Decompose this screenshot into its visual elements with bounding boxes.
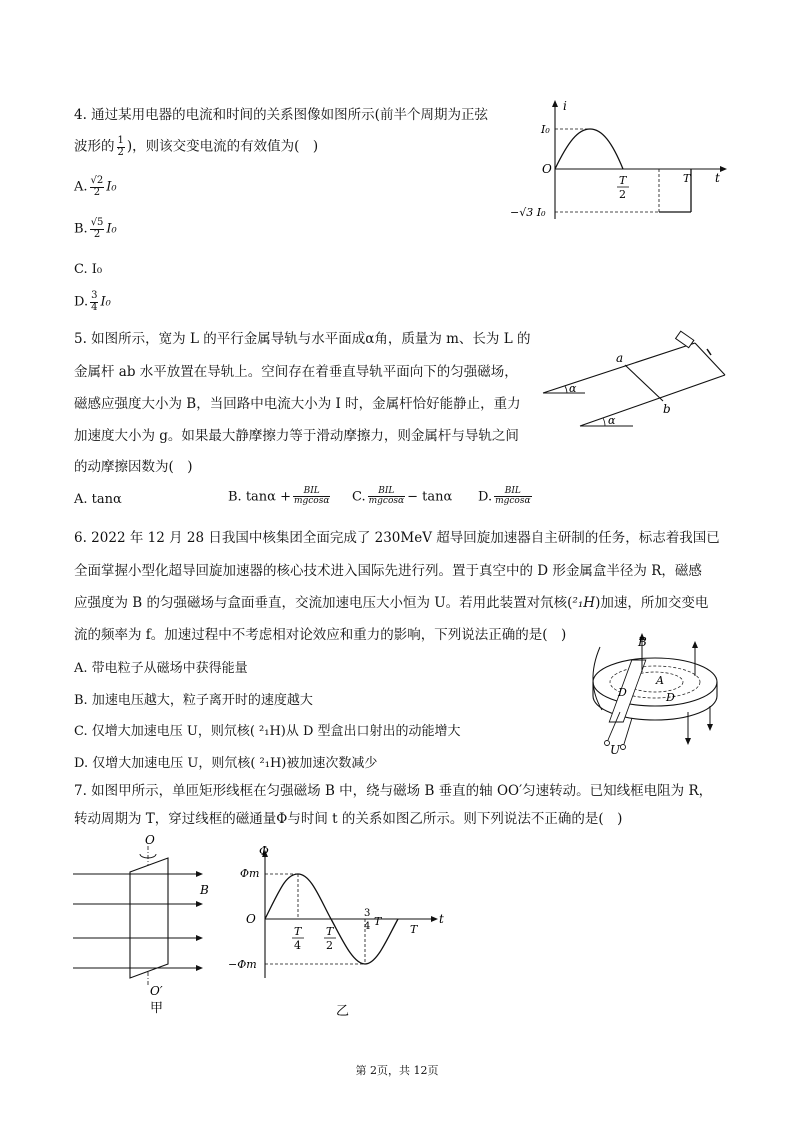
num: BIL [494,487,531,497]
q5-d-frac [494,487,531,507]
den: mgcosα [293,496,330,507]
t-half-num: T [619,174,627,187]
t-axis-arrow [720,166,727,172]
field-arrow-4 [196,965,203,971]
deuteron: ²₁H [572,595,596,611]
neg-phim-label: −Φm [228,958,257,971]
phim-label: Φm [240,867,260,880]
caption-yi: 乙 [336,1004,350,1018]
q4-option-c: C. I₀ [74,262,103,277]
tail: − tanα [407,489,453,505]
label-a: a [616,351,624,365]
origin-label: O [542,162,552,176]
den: 4 [91,301,98,313]
line3-post: )加速，所加交变电 [595,595,709,611]
q7-line1: 7. 如图甲所示，单匝矩形线框在匀强磁场 B 中，绕与磁场 B 垂直的轴 OO′匀速转动。已知线框电阻为 R， [74,783,713,799]
t4-den: 4 [294,939,301,952]
battery-icon [707,349,711,355]
t-axis-arrow [431,916,438,922]
label-A: A [656,674,664,687]
opt-label: B. [74,221,88,237]
den: 2 [93,228,101,240]
num: BIL [368,487,405,497]
label-B: B [638,635,647,649]
num: √2 [90,175,104,186]
q5-line1: 5. 如图所示，宽为 L 的平行金属导轨与水平面成α角，质量为 m、长为 L 的 [74,331,531,347]
q5-incline-figure [535,325,730,430]
terminal-2 [621,745,626,750]
den: mgcosα [368,496,405,507]
label-B: B [200,883,209,897]
q6-line3 [74,595,708,611]
opt-label: A. [74,179,88,195]
q5-option-c [352,487,452,507]
q6-option-c: C. 仅增大加速电压 U，则氘核( ²₁H)从 D 型盒出口射出的动能增大 [74,724,461,739]
alpha-1: α [569,382,577,395]
q4-line2-pre: 波形的 [74,138,115,155]
b-arrow-3 [685,738,691,745]
coil-frame [130,858,168,978]
opt-pre: C. [352,489,366,505]
angle-arc-2 [603,418,605,426]
label-D-left: D [618,686,627,699]
label-O-top: O [145,833,155,847]
label-D-right: D [666,691,675,704]
terminal-1 [605,741,610,746]
q6-option-b: B. 加速电压越大，粒子离开时的速度越大 [74,693,313,708]
q4-line2 [74,136,318,158]
t-half-den: 2 [619,188,626,201]
tail: I₀ [106,221,117,237]
q4-fraction [117,136,125,158]
label-O-bottom: O′ [150,984,163,998]
q6-option-a: A. 带电粒子从磁场中获得能量 [74,661,248,676]
q5-line4: 加速度大小为 g。如果最大静摩擦力等于滑动摩擦力，则金属杆与导轨之间 [74,428,519,444]
num: BIL [293,487,330,497]
label-b: b [663,402,671,416]
q4-line2-post: )，则该交变电流的有效值为( ) [126,138,319,155]
q5-option-d [478,487,534,507]
caption-jia: 甲 [150,1001,164,1016]
lower-rail [580,375,725,426]
q5-line2: 金属杆 ab 水平放置在导轨上。空间存在着垂直导轨平面向下的匀强磁场， [74,364,518,380]
q6-option-d: D. 仅增大加速电压 U，则氘核( ²₁H)被加速次数减少 [74,756,378,771]
q4-option-a [74,176,117,198]
origin-label: O [246,912,256,926]
t2-num: T [326,925,334,938]
q4-option-b [74,218,117,240]
field-arrow-3 [196,935,203,941]
q4-b-frac [90,218,105,240]
q5-option-b [228,487,332,507]
alpha-2: α [608,414,616,427]
t-label: t [715,171,720,185]
q7-line2: 转动周期为 T，穿过线框的磁通量Φ与时间 t 的关系如图乙所示。则下列说法不正确的是( ) [74,811,623,827]
dee-top [593,658,717,706]
q4-frac-den: 2 [117,146,124,158]
t-full-label: T [410,923,418,936]
neg-i-label: −√3 I₀ [510,206,546,219]
b-arrow-2 [692,641,698,648]
field-arrow-2 [196,901,203,907]
tail: I₀ [100,294,111,310]
q5-line3: 磁感应强度大小为 B，当回路中电流大小为 I 时，金属杆恰好能静止，重力 [74,396,521,412]
q4-frac-num: 1 [117,135,124,146]
angle-arc-1 [565,386,567,393]
q7-figure-jia [68,832,218,1017]
phi-label: Φ [259,844,269,858]
label-U: U [610,743,621,754]
q5-c-frac [368,487,405,507]
q6-line1: 6. 2022 年 12 月 28 日我国中核集团全面完成了 230MeV 超导回旋加速器自主研制的任务，标志着我国已 [74,530,720,546]
t-full-label: T [683,172,691,185]
q6-line4: 流的频率为 f。加速过程中不考虑相对论效应和重力的影响，下列说法正确的是( ) [74,627,567,643]
line3-pre: 应强度为 B 的匀强磁场与盒面垂直，交流加速电压大小恒为 U。若用此装置对氘核( [74,595,573,611]
q5-line5: 的动摩擦因数为( ) [74,459,193,475]
rail-connector [695,343,725,375]
num: √5 [90,217,104,228]
t-label: t [439,912,444,926]
t34-num: 3 [364,908,371,919]
t4-num: T [294,925,302,938]
q4-a-frac [90,176,105,198]
q4-current-graph [505,98,730,228]
q5-option-a: A. tanα [74,492,122,507]
gap [609,660,646,722]
den: mgcosα [495,496,531,507]
q6-line2: 全面掌握小型化超导回旋加速器的核心技术进入国际先进行列。置于真空中的 D 形金属盒半径为 R，磁感 [74,563,702,579]
i-axis-arrow [552,100,558,107]
sine-half-wave [555,129,623,169]
num: 3 [91,290,98,301]
q4-line1: 4. 通过某用电器的电流和时间的关系图像如图所示(前半个周期为正弦 [74,107,488,123]
t2-den: 2 [326,939,333,952]
t34-den: 4 [364,921,371,932]
t34-tail: T [374,915,382,928]
metal-rod-ab [625,365,663,401]
q5-b-frac [293,487,330,507]
den: 2 [93,186,101,198]
q6-cyclotron-figure [580,632,730,754]
opt-label: D. [74,294,89,310]
i0-label: I₀ [541,123,550,136]
i-label: i [563,99,567,113]
opt-pre: D. [478,489,493,505]
q4-option-d [74,291,111,313]
resistor-icon [676,331,694,348]
page-footer: 第 2页，共 12页 [355,1064,439,1077]
field-arrow-1 [196,871,203,877]
q7-figure-yi [225,843,455,1018]
b-arrow-4 [707,724,713,731]
q4-d-frac [90,291,98,313]
opt-pre: B. tanα + [228,489,291,505]
wire-right [624,718,632,744]
tail: I₀ [106,179,117,195]
